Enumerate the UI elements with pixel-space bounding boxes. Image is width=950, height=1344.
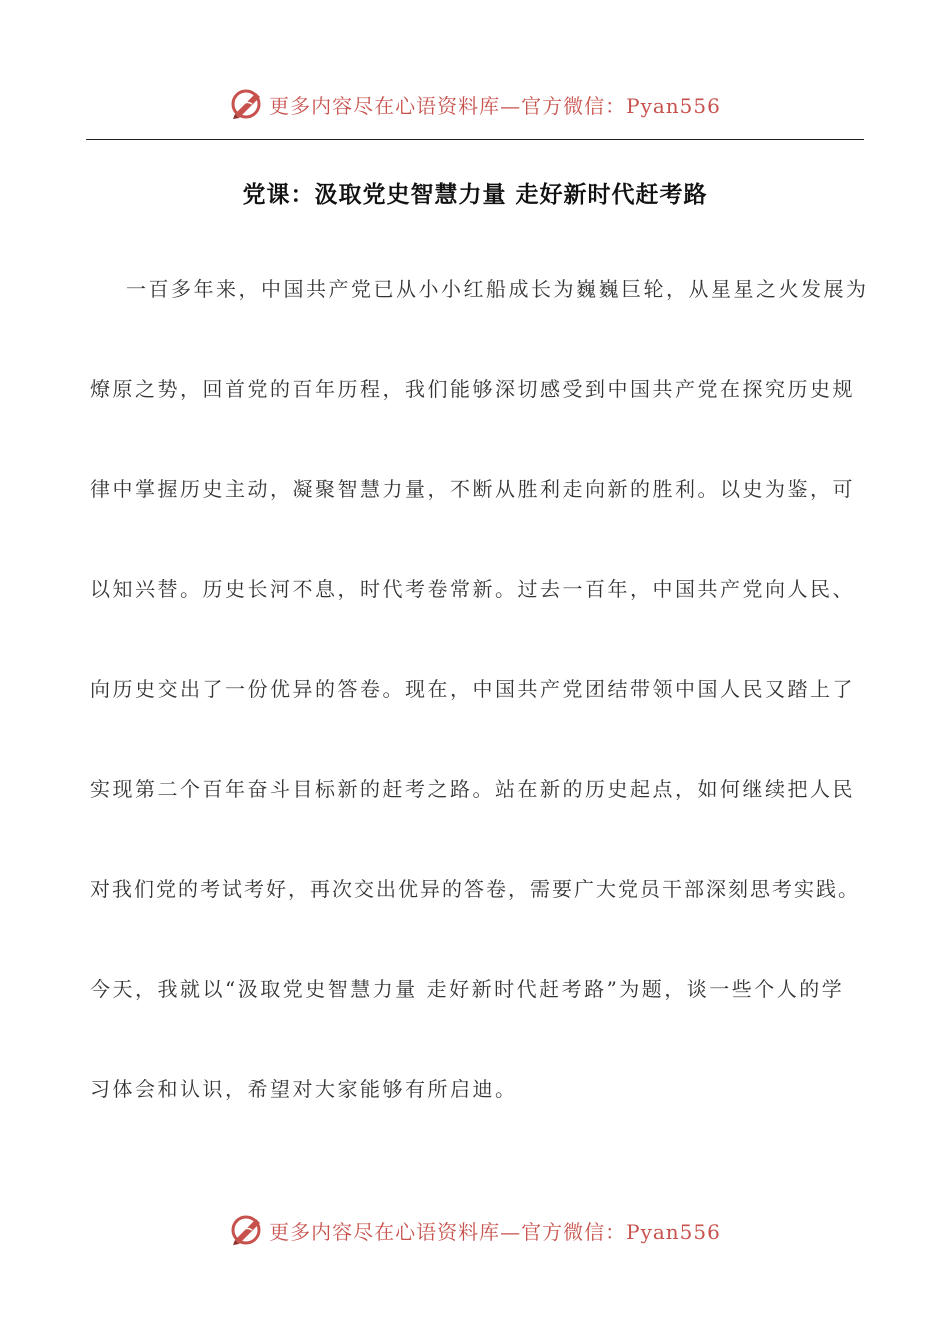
pen-logo-icon <box>229 86 265 122</box>
header-banner <box>0 84 950 124</box>
body-line: 习体会和认识，希望对大家能够有所启迪。 <box>90 1077 518 1101</box>
body-line: 燎原之势，回首党的百年历程，我们能够深切感受到中国共产党在探究历史规 <box>90 377 855 401</box>
footer-banner-text: 更多内容尽在心语资料库—官方微信：Pyan556 <box>269 1219 721 1244</box>
body-line: 对我们党的考试考好，再次交出优异的答卷，需要广大党员干部深刻思考实践。 <box>90 877 860 901</box>
pen-logo-icon <box>229 1212 265 1248</box>
document-title: 党课：汲取党史智慧力量 走好新时代赶考路 <box>242 181 708 208</box>
body-line: 实现第二个百年奋斗目标新的赶考之路。站在新的历史起点，如何继续把人民 <box>90 777 855 801</box>
footer-banner <box>0 1210 950 1250</box>
body-line: 今天，我就以“汲取党史智慧力量 走好新时代赶考路”为题，谈一些个人的学 <box>90 977 845 1001</box>
body-line: 以知兴替。历史长河不息，时代考卷常新。过去一百年，中国共产党向人民、 <box>90 577 855 601</box>
body-line: 律中掌握历史主动，凝聚智慧力量，不断从胜利走向新的胜利。以史为鉴，可 <box>90 477 855 501</box>
body-line: 一百多年来，中国共产党已从小小红船成长为巍巍巨轮，从星星之火发展为 <box>126 277 869 301</box>
header-divider <box>86 139 864 140</box>
body-line: 向历史交出了一份优异的答卷。现在，中国共产党团结带领中国人民又踏上了 <box>90 677 855 701</box>
header-banner-text: 更多内容尽在心语资料库—官方微信：Pyan556 <box>269 93 721 118</box>
